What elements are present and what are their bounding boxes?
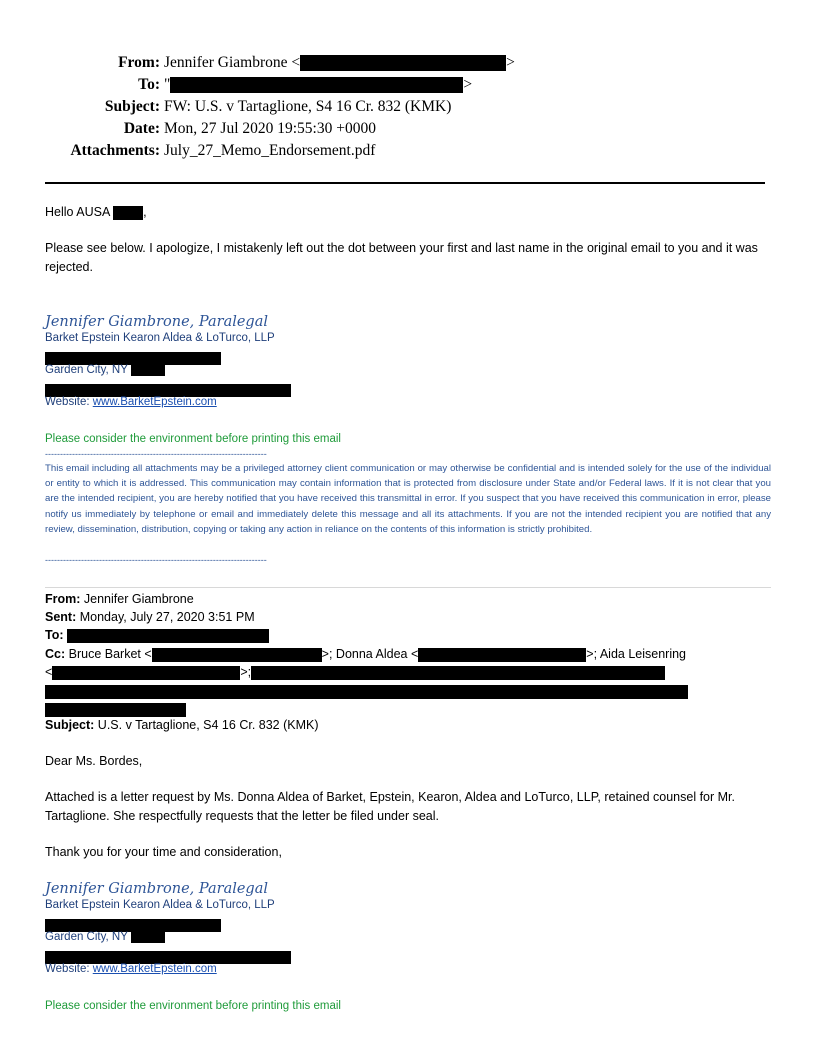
fwd-to-line — [45, 626, 771, 645]
signature-name: Jennifer Giambrone, Paralegal — [45, 314, 269, 330]
website-link[interactable]: www.BarketEpstein.com — [92, 396, 217, 408]
attachments-label: Attachments: — [70, 142, 160, 159]
fwd-sent-value: Monday, July 27, 2020 3:51 PM — [79, 610, 255, 624]
fwd-sent-line — [45, 608, 771, 627]
redaction-box — [131, 930, 165, 943]
greeting: Hello AUSA — [45, 205, 110, 219]
header-date-row — [0, 118, 816, 140]
fwd-cc-line — [45, 645, 771, 664]
redaction-box — [113, 206, 143, 220]
environment-notice: Please consider the environment before printing this email — [45, 433, 341, 445]
fwd-sent-label: Sent: — [45, 610, 77, 624]
website-label: Website: — [45, 396, 90, 408]
signature-firm: Barket Epstein Kearon Aldea & LoTurco, LLP — [45, 899, 275, 911]
website-link[interactable]: www.BarketEpstein.com — [92, 963, 217, 975]
environment-notice: Please consider the environment before printing this email — [45, 1000, 341, 1012]
fwd-salutation: Dear Ms. Bordes, — [45, 754, 143, 768]
redaction-box — [52, 666, 240, 680]
redaction-box — [170, 77, 463, 93]
from-label: From: — [118, 54, 160, 71]
greeting-line: Hello AUSA , — [45, 205, 147, 219]
fwd-cc-bruce: Bruce Barket < — [68, 647, 152, 661]
signature-city: Garden City, NY — [45, 364, 128, 376]
to-label: To: — [138, 76, 160, 93]
website-label: Website: — [45, 963, 90, 975]
header-subject-row — [0, 96, 816, 118]
signature-city-line — [45, 929, 771, 945]
message-body: Please see below. I apologize, I mistakenly left out the dot between your first and last name in the original email to you and it was rejected. — [45, 241, 758, 274]
fwd-from-line — [45, 590, 771, 609]
subject-value: FW: U.S. v Tartaglione, S4 16 Cr. 832 (KMK) — [164, 98, 452, 115]
header-attachments-row — [0, 140, 816, 162]
header-divider — [45, 182, 765, 184]
redaction-box — [300, 55, 506, 71]
fwd-cc-label: Cc: — [45, 647, 66, 661]
signature-firm: Barket Epstein Kearon Aldea & LoTurco, LLP — [45, 332, 275, 344]
legal-disclaimer: This email including all attachments may be a privileged attorney client communication or may otherwise be confidential and is intended solely for the use of the individual or entity to which it is addressed. This communication may contain information that is protected from disclosure under State and/or Federal laws. If it is not clear that you are the intended recipient, you are hereby notified that you have received this transmittal in error. If you suspect that you have received this communication in error, please notify us immediately by telephone or email and immediately delete this message and all its attachments. If you are not the intended recipient you are notified that any review, dissemination, distribution, copying or taking any action in reliance on the contents of this information is strictly prohibited. — [45, 463, 771, 535]
fwd-from-label: From: — [45, 592, 81, 606]
fwd-subject-label: Subject: — [45, 718, 95, 732]
fwd-cc-donna: >; Donna Aldea < — [321, 647, 419, 661]
signature-website-line — [45, 394, 771, 410]
forward-divider — [45, 587, 771, 588]
fwd-closing: Thank you for your time and consideration, — [45, 845, 282, 859]
redaction-box — [152, 648, 322, 662]
from-value: Jennifer Giambrone < — [164, 54, 301, 71]
redaction-box — [45, 685, 688, 699]
date-label: Date: — [123, 120, 160, 137]
to-value: " — [164, 76, 171, 93]
redaction-box — [67, 629, 269, 643]
fwd-subject-line — [45, 716, 771, 735]
fwd-cc-aida: >; Aida Leisenring — [586, 647, 687, 661]
redaction-box — [418, 648, 586, 662]
fwd-subject-value: U.S. v Tartaglione, S4 16 Cr. 832 (KMK) — [97, 718, 319, 732]
header-from-row: From: Jennifer Giambrone < > — [0, 52, 816, 74]
fwd-to-label: To: — [45, 628, 64, 642]
date-value: Mon, 27 Jul 2020 19:55:30 +0000 — [164, 120, 376, 137]
header-to-row: To: " > — [0, 74, 816, 96]
fwd-from-value: Jennifer Giambrone — [83, 592, 194, 606]
disclaimer-divider-top: -------------------------------------------------------------------------- — [45, 449, 267, 459]
signature-city-line — [45, 362, 771, 378]
signature-name: Jennifer Giambrone, Paralegal — [45, 881, 269, 897]
signature-city: Garden City, NY — [45, 931, 128, 943]
fwd-body: Attached is a letter request by Ms. Donna Aldea of Barket, Epstein, Kearon, Aldea and LoTurco, LLP, retained counsel for Mr. Tartaglione. She respectfully requests that the letter be filed under seal. — [45, 790, 735, 823]
email-header — [0, 52, 816, 162]
disclaimer-divider-bottom: -------------------------------------------------------------------------- — [45, 555, 267, 565]
subject-label: Subject: — [104, 98, 160, 115]
redaction-box — [131, 363, 165, 376]
attachments-value: July_27_Memo_Endorsement.pdf — [164, 142, 376, 159]
signature-website-line — [45, 961, 771, 977]
redaction-box — [251, 666, 665, 680]
fwd-cc-continued-line: < >; — [45, 663, 771, 682]
